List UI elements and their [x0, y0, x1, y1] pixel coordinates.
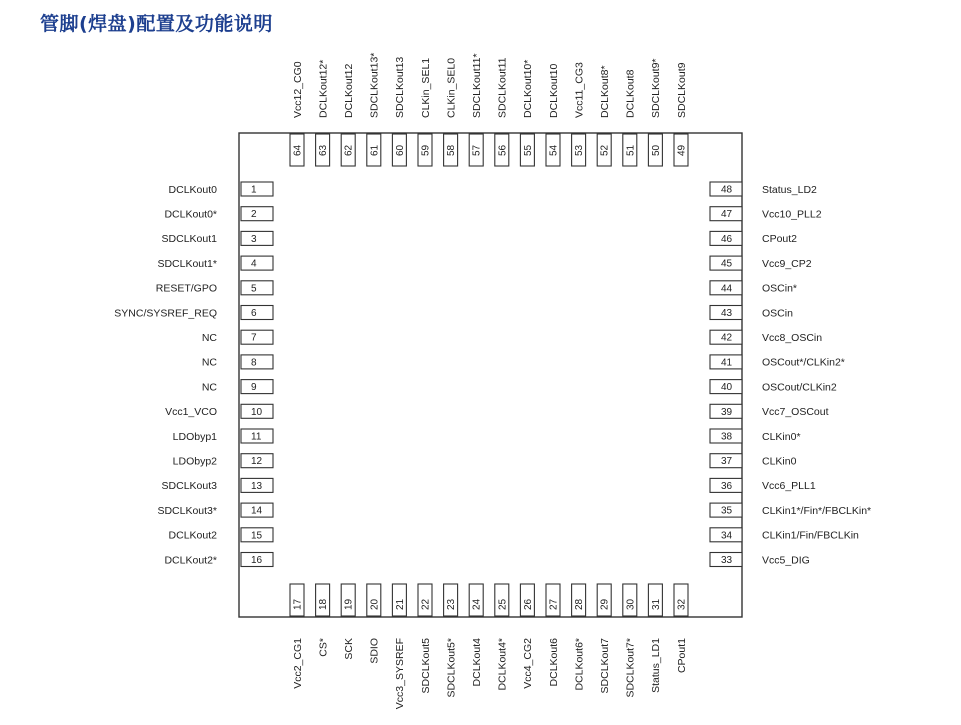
pin-17 — [290, 584, 304, 689]
pin-23 — [444, 584, 458, 698]
pin-5 — [156, 281, 273, 295]
pin-30 — [623, 584, 637, 698]
pin-number: 26 — [522, 598, 534, 610]
pin-name: CLKin_SEL0 — [445, 57, 458, 118]
pin-24 — [469, 584, 483, 686]
pin-name: NC — [201, 381, 217, 394]
pin-name: DCLKout6 — [547, 638, 560, 687]
pin-number: 61 — [369, 144, 381, 156]
pin-name: OSCin* — [762, 282, 798, 295]
pin-name: DCLKout8 — [624, 69, 637, 118]
pin-45 — [710, 256, 812, 270]
pin-number: 27 — [548, 598, 560, 610]
pin-name: Vcc9_CP2 — [762, 257, 812, 270]
pin-box — [241, 182, 273, 196]
pin-name: DCLKout2 — [168, 529, 217, 542]
pin-name: DCLKout12 — [343, 63, 355, 118]
pin-number: 37 — [721, 456, 733, 468]
pin-name: Vcc11_CG3 — [573, 62, 586, 118]
pin-number: 50 — [650, 144, 662, 156]
pin-39 — [710, 404, 829, 418]
pin-box — [241, 380, 273, 394]
pin-number: 47 — [721, 209, 733, 221]
pin-number: 15 — [251, 530, 263, 542]
pin-number: 31 — [650, 598, 662, 610]
chip-body — [239, 133, 742, 617]
pin-number: 36 — [721, 480, 733, 492]
pin-43 — [710, 306, 793, 320]
pin-number: 42 — [721, 332, 733, 344]
pin-33 — [710, 553, 810, 567]
pin-name: OSCout*/CLKin2* — [762, 356, 845, 369]
pin-number: 13 — [251, 480, 263, 492]
pin-6 — [114, 306, 273, 320]
pin-name: DCLKout10* — [522, 59, 535, 118]
pin-name: Status_LD1 — [650, 638, 663, 693]
pin-name: CLKin0* — [762, 430, 801, 443]
pin-name: Vcc5_DIG — [762, 554, 810, 567]
pin-name: DCLKout0 — [168, 183, 217, 196]
pin-number: 44 — [721, 283, 733, 295]
pin-10 — [165, 404, 273, 418]
pin-44 — [710, 281, 797, 295]
pin-1 — [169, 182, 273, 196]
pin-58 — [444, 58, 458, 166]
pin-60 — [392, 57, 406, 166]
pin-42 — [710, 330, 822, 344]
pin-number: 43 — [721, 308, 733, 319]
pin-name: SDCLKout3* — [157, 504, 217, 517]
pin-number: 19 — [343, 598, 355, 610]
pin-20 — [367, 584, 381, 664]
pin-number: 5 — [251, 283, 257, 295]
pin-name: Vcc1_VCO — [165, 406, 217, 419]
pin-number: 34 — [721, 530, 733, 542]
pin-number: 4 — [251, 258, 257, 270]
pin-number: 49 — [676, 144, 688, 156]
pin-name: DCLKout12* — [317, 59, 330, 118]
pin-number: 52 — [599, 144, 611, 156]
pin-number: 53 — [574, 144, 586, 156]
pin-name: CPout1 — [675, 638, 688, 674]
pin-name: Vcc10_PLL2 — [762, 208, 822, 221]
pin-4 — [157, 256, 273, 270]
pin-54 — [546, 64, 560, 166]
pin-name: CLKin1*/Fin*/FBCLKin* — [762, 504, 872, 517]
pin-12 — [173, 454, 273, 468]
pin-36 — [710, 478, 816, 492]
pin-name: CLKin1/Fin/FBCLKin — [762, 529, 859, 542]
pin-name: DCLKout4* — [496, 638, 509, 691]
pin-number: 23 — [446, 598, 458, 610]
pin-name: RESET/GPO — [155, 282, 217, 295]
pin-55 — [520, 60, 534, 166]
pin-22 — [418, 584, 432, 693]
pin-number: 59 — [420, 144, 432, 156]
pin-name: OSCout/CLKin2 — [762, 381, 837, 394]
pin-name: CLKin0 — [762, 455, 797, 468]
pin-number: 1 — [251, 184, 257, 196]
pin-number: 24 — [471, 598, 483, 610]
pin-number: 9 — [251, 382, 257, 394]
pin-32 — [674, 584, 688, 673]
pin-16 — [164, 553, 273, 567]
pin-number: 39 — [721, 406, 733, 418]
pin-7 — [202, 330, 273, 344]
pin-number: 35 — [721, 505, 733, 517]
pin-number: 8 — [251, 357, 257, 369]
pin-number: 57 — [471, 144, 483, 156]
pin-number: 7 — [251, 332, 257, 344]
pin-9 — [202, 380, 273, 394]
pin-name: SDCLKout9* — [650, 58, 663, 118]
pin-15 — [169, 528, 273, 542]
pin-62 — [341, 64, 355, 166]
pin-29 — [597, 584, 611, 693]
pin-11 — [173, 429, 273, 443]
pin-name: DCLKout10 — [547, 63, 560, 118]
pin-name: SCK — [343, 638, 355, 660]
pin-name: NC — [201, 332, 217, 344]
pin-name: CLKin_SEL1 — [419, 57, 432, 118]
pin-name: OSCin — [762, 307, 793, 320]
pin-8 — [202, 355, 273, 369]
pin-name: Vcc8_OSCin — [762, 332, 823, 344]
pin-box — [241, 355, 273, 369]
pin-63 — [316, 60, 330, 166]
pin-2 — [164, 207, 273, 221]
pin-name: SDCLKout13 — [394, 56, 407, 118]
pin-number: 29 — [599, 598, 611, 610]
pin-number: 16 — [251, 555, 263, 566]
pin-name: CS* — [317, 638, 330, 657]
pin-number: 56 — [497, 144, 509, 156]
pin-name: Vcc7_OSCout — [762, 406, 829, 419]
pin-box — [241, 256, 273, 270]
pin-number: 3 — [251, 233, 257, 245]
pin-50 — [648, 58, 662, 166]
pin-31 — [648, 584, 662, 693]
pin-35 — [710, 503, 871, 517]
pin-40 — [710, 380, 837, 394]
pin-34 — [710, 528, 859, 542]
pin-box — [241, 306, 273, 320]
pin-number: 14 — [251, 505, 263, 517]
pin-56 — [495, 57, 509, 166]
pin-46 — [710, 231, 797, 245]
pin-number: 20 — [369, 598, 381, 610]
pin-37 — [710, 454, 797, 468]
pin-name: SDCLKout9 — [675, 62, 688, 118]
pin-name: SDCLKout13* — [368, 52, 381, 118]
pin-name: SDCLKout1* — [157, 257, 217, 270]
pin-38 — [710, 429, 801, 443]
pin-box — [241, 281, 273, 295]
pin-number: 11 — [251, 431, 262, 443]
pin-box — [241, 330, 273, 344]
pin-name: CPout2 — [762, 233, 798, 246]
pin-name: SYNC/SYSREF_REQ — [114, 307, 217, 320]
pin-box — [241, 207, 273, 221]
pin-27 — [546, 584, 560, 686]
pin-3 — [162, 231, 273, 245]
pin-name: Vcc4_CG2 — [522, 638, 535, 689]
pin-name: SDCLKout1 — [161, 233, 217, 246]
pin-number: 55 — [522, 144, 534, 156]
pin-number: 30 — [625, 598, 637, 610]
pin-number: 45 — [721, 258, 733, 270]
pin-number: 32 — [676, 598, 688, 610]
pin-28 — [572, 584, 586, 691]
pin-name: SDCLKout7* — [624, 638, 637, 698]
pin-number: 21 — [394, 598, 406, 610]
pin-name: SDCLKout11 — [496, 57, 509, 118]
pin-name: Vcc2_CG1 — [291, 638, 304, 689]
pin-name: NC — [201, 356, 217, 369]
pin-name: Vcc6_PLL1 — [762, 480, 816, 493]
pin-number: 38 — [721, 431, 733, 443]
pin-number: 2 — [251, 209, 257, 221]
pin-number: 18 — [318, 598, 330, 610]
pin-name: SDCLKout5 — [419, 638, 432, 694]
pin-41 — [710, 355, 845, 369]
pin-number: 6 — [251, 308, 257, 319]
pin-57 — [469, 53, 483, 166]
pin-13 — [162, 478, 273, 492]
pin-61 — [367, 53, 381, 166]
pin-64 — [290, 61, 304, 166]
pin-number: 17 — [292, 598, 304, 610]
pin-name: SDCLKout3 — [161, 480, 217, 493]
pin-number: 60 — [394, 144, 406, 156]
pin-47 — [710, 207, 822, 221]
pin-name: LDObyp1 — [172, 430, 217, 443]
pin-21 — [392, 584, 406, 709]
pin-number: 54 — [548, 144, 560, 156]
pin-number: 51 — [625, 144, 637, 156]
pin-26 — [520, 584, 534, 689]
pin-name: SDCLKout7 — [599, 638, 611, 694]
pin-48 — [710, 182, 817, 196]
pin-18 — [316, 584, 330, 657]
pin-name: DCLKout6* — [573, 638, 586, 691]
pin-number: 58 — [446, 144, 458, 156]
pin-name: Vcc3_SYSREF — [394, 638, 407, 710]
pin-number: 46 — [721, 233, 733, 245]
page-title: 管脚(焊盘)配置及功能说明 — [40, 13, 273, 35]
pin-19 — [341, 584, 355, 660]
pin-number: 48 — [721, 184, 733, 196]
pin-number: 12 — [251, 456, 263, 468]
pin-25 — [495, 584, 509, 691]
pin-name: DCLKout2* — [164, 554, 217, 567]
pin-name: SDIO — [368, 638, 381, 664]
pin-53 — [572, 62, 586, 166]
pin-number: 33 — [721, 555, 733, 566]
pin-number: 28 — [574, 598, 586, 610]
pin-name: Status_LD2 — [762, 183, 817, 196]
pin-number: 22 — [420, 598, 432, 610]
pin-14 — [157, 503, 273, 517]
pin-number: 64 — [292, 144, 304, 156]
pin-name: DCLKout8* — [599, 65, 611, 118]
pin-name: Vcc12_CG0 — [291, 61, 304, 118]
pin-number: 25 — [497, 598, 509, 610]
pin-59 — [418, 58, 432, 166]
pin-number: 40 — [721, 382, 733, 394]
pin-51 — [623, 69, 637, 166]
pin-name: LDObyp2 — [172, 455, 217, 468]
pin-number: 10 — [251, 406, 263, 418]
pin-name: SDCLKout5* — [445, 638, 458, 698]
pin-number: 63 — [318, 144, 330, 156]
pin-49 — [674, 62, 688, 166]
pin-number: 41 — [721, 357, 733, 369]
pin-name: SDCLKout11* — [471, 53, 483, 118]
pin-name: DCLKout0* — [164, 208, 217, 221]
pin-52 — [597, 65, 611, 166]
pin-box — [241, 231, 273, 245]
pin-number: 62 — [343, 144, 355, 156]
pin-name: DCLKout4 — [471, 638, 483, 687]
